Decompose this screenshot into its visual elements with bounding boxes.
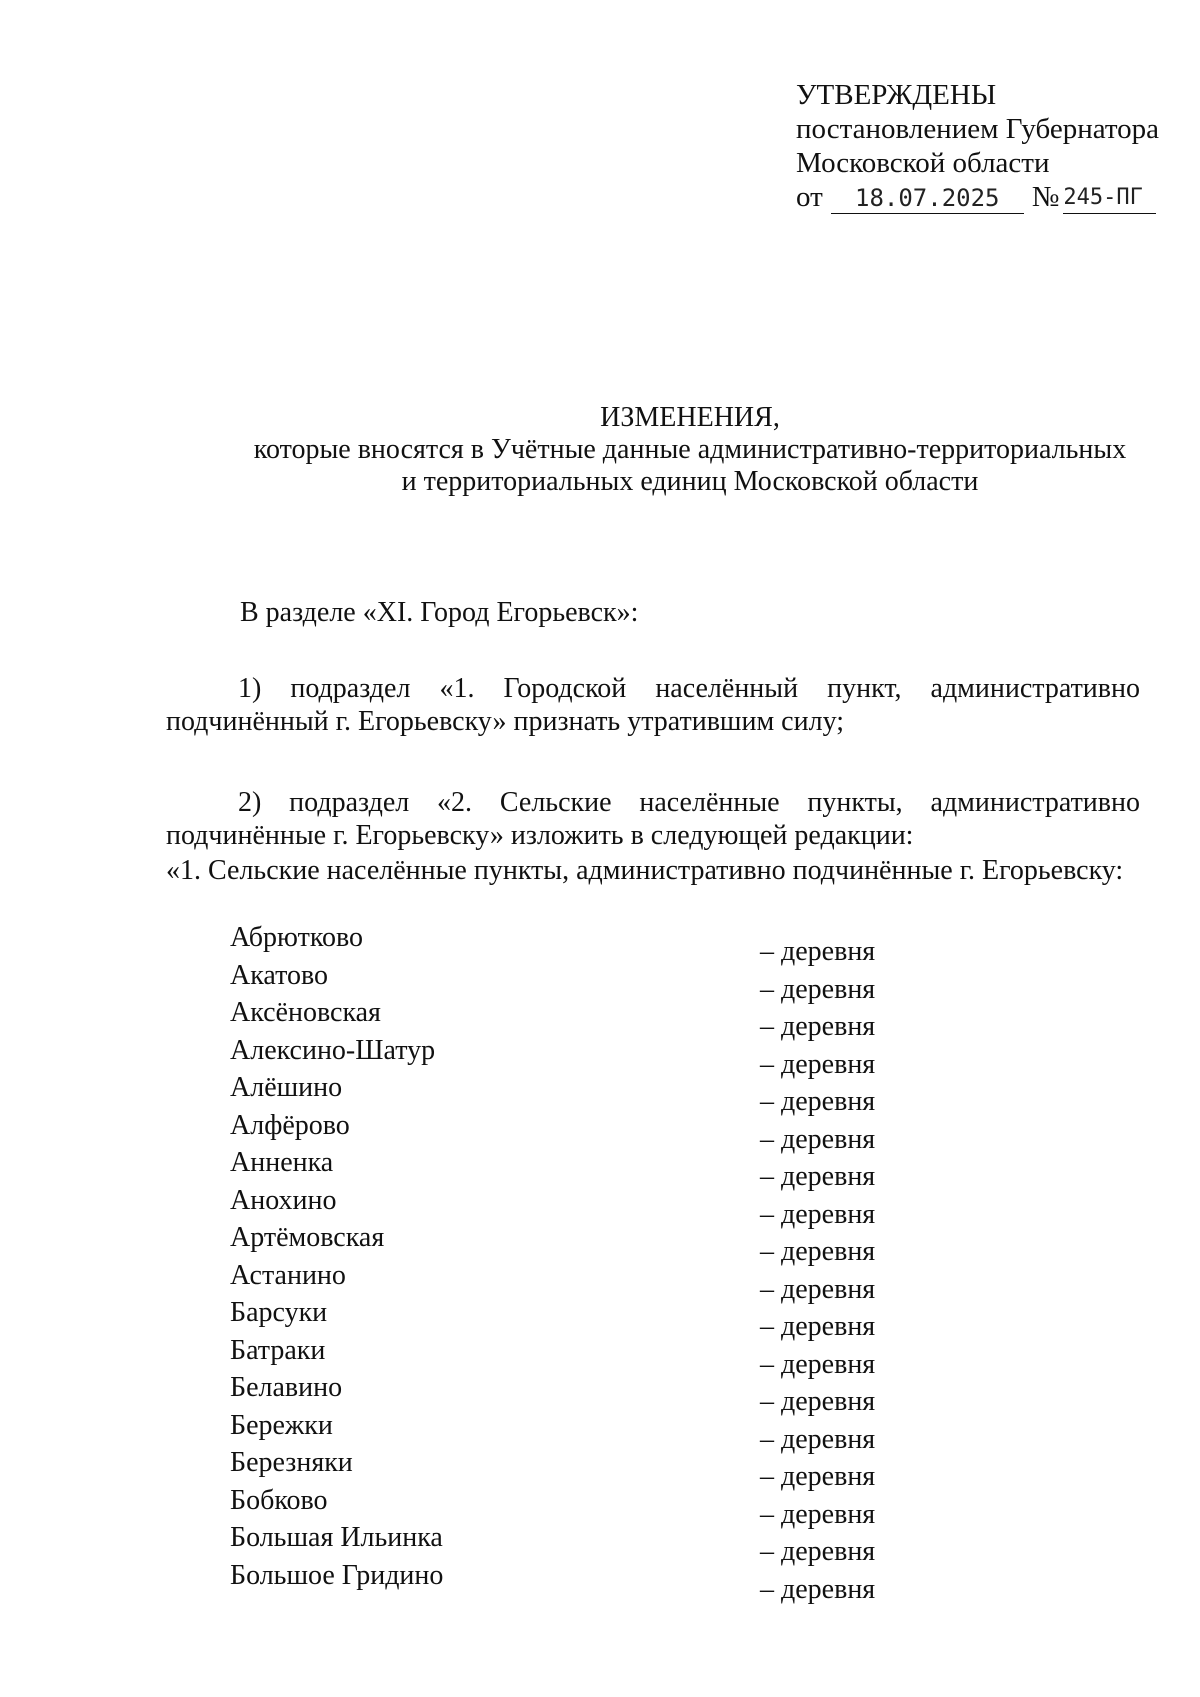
settlement-list [230,922,930,1605]
settlement-name: Барсуки [230,1297,328,1328]
settlement-type: – деревня [760,1236,876,1267]
approval-stamp [796,78,1160,214]
settlement-type: – деревня [760,936,876,967]
document-subtitle-line-2: и территориальных единиц Московской области [401,466,979,497]
settlement-name: Акатово [230,959,328,991]
settlement-type: – деревня [760,1123,876,1155]
settlement-type: – деревня [760,1011,876,1042]
list-item [230,959,930,1005]
quote-start: «1. Сельские населённые пункты, административно подчинённые г. Егорьевску: [166,855,1124,886]
document-subtitle-line-1: которые вносятся в Учётные данные административно-территориальных [253,434,1127,465]
approval-date: 18.07.2025 [831,183,1024,214]
settlement-name: Березняки [230,1447,353,1478]
document-title: ИЗМЕНЕНИЯ, [600,402,780,433]
settlement-name: Алфёрово [230,1109,350,1141]
approval-title: УТВЕРЖДЕНЫ [796,79,997,111]
settlement-name: Бобково [230,1484,328,1516]
list-item [230,1222,930,1267]
settlement-type: – деревня [760,1086,876,1117]
settlement-type: – деревня [760,1273,876,1305]
document-heading [240,402,1140,498]
date-prefix: от [796,181,823,213]
list-item [230,1522,930,1567]
settlement-name: Абрютково [230,922,364,953]
settlement-type: – деревня [760,1048,876,1080]
settlement-name: Артёмовская [230,1222,385,1253]
list-item [230,1147,930,1192]
settlement-name: Батраки [230,1334,326,1366]
list-item [230,1372,930,1417]
list-item [230,1297,930,1342]
settlement-type: – деревня [760,1498,876,1530]
approval-line-1: постановлением Губернатора [796,113,1160,145]
list-item [230,1447,930,1492]
list-item [230,1034,930,1080]
approval-line-2: Московской области [796,147,1050,179]
settlement-name: Астанино [230,1259,346,1291]
list-item [230,1109,930,1155]
settlement-name: Большое Гридино [230,1559,444,1591]
list-item [230,1334,930,1380]
settlement-type: – деревня [760,1198,876,1230]
settlement-name: Алёшино [230,1072,343,1103]
list-item [230,1184,930,1230]
number-prefix: № [1031,181,1060,213]
settlement-type: – деревня [760,1536,876,1567]
settlement-type: – деревня [760,973,876,1005]
settlement-type: – деревня [760,1386,876,1417]
settlement-name: Большая Ильинка [230,1522,443,1553]
paragraph-item-2: 2) подраздел «2. Сельские населённые пункты, административно подчинённые г. Егорьевску» изложить в следующей редакции: [166,787,1140,851]
settlement-type: – деревня [760,1348,876,1380]
paragraph-item-1: 1) подраздел «1. Городской населённый пункт, административно подчинённый г. Егорьевску» признать утратившим силу; [166,673,1140,737]
settlement-type: – деревня [760,1423,876,1455]
settlement-type: – деревня [760,1461,876,1492]
settlement-name: Анохино [230,1184,337,1216]
settlement-name: Бережки [230,1409,333,1441]
list-item [230,922,930,967]
list-item [230,1409,930,1455]
list-item [230,1259,930,1305]
settlement-type: – деревня [760,1311,876,1342]
list-item [230,997,930,1042]
list-item [230,1559,930,1605]
list-item [230,1072,930,1117]
settlement-type: – деревня [760,1161,876,1192]
settlement-name: Алексино-Шатур [230,1034,436,1066]
settlement-name: Анненка [230,1147,334,1178]
settlement-name: Аксёновская [230,997,381,1028]
settlement-name: Белавино [230,1372,343,1403]
approval-date-line [796,180,1156,214]
settlement-type: – деревня [760,1573,876,1605]
list-item [230,1484,930,1530]
section-intro: В разделе «XI. Город Егорьевск»: [240,597,639,628]
approval-number: 245-ПГ [1063,183,1156,214]
